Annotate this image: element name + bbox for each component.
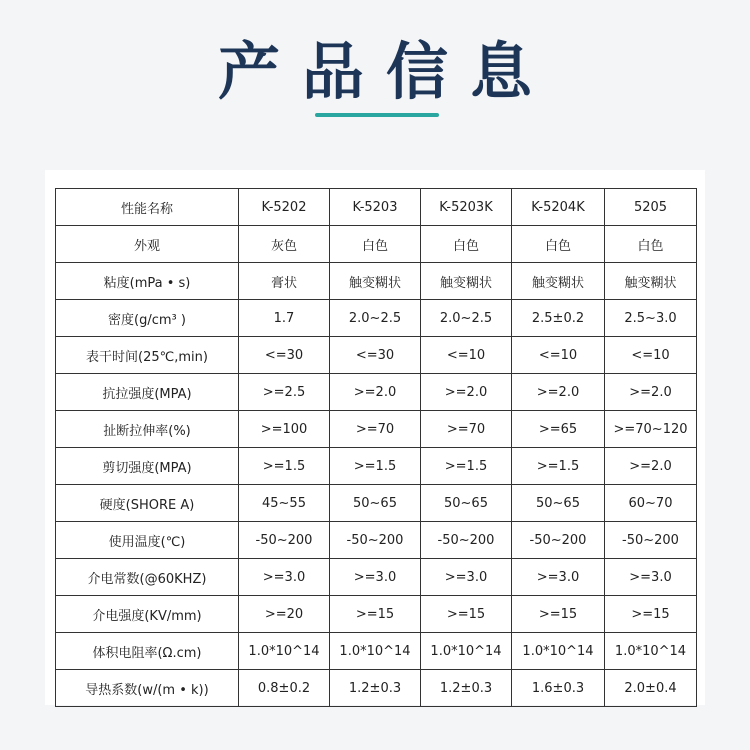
header-cell: K-5204K [512,189,605,226]
table-cell: -50~200 [239,522,330,559]
table-row [56,596,697,633]
table-cell: 白色 [330,226,421,263]
table-cell: >=2.0 [421,374,512,411]
table-cell: 2.0~2.5 [421,300,512,337]
header-cell: K-5203 [330,189,421,226]
table-cell: >=100 [239,411,330,448]
header-cell: 性能名称 [56,189,239,226]
table-cell: >=2.0 [512,374,605,411]
table-cell: 1.0*10^14 [421,633,512,670]
table-cell: >=2.0 [605,374,697,411]
table-cell: 触变糊状 [512,263,605,300]
table-row [56,374,697,411]
table-cell: -50~200 [512,522,605,559]
table-cell: 50~65 [421,485,512,522]
table-row [56,485,697,522]
table-row [56,448,697,485]
table-cell: >=3.0 [512,559,605,596]
table-cell: >=1.5 [330,448,421,485]
table-cell: 白色 [421,226,512,263]
page-title: 产品信息 [217,35,554,108]
table-cell: >=15 [605,596,697,633]
table-cell: >=3.0 [421,559,512,596]
table-cell: -50~200 [605,522,697,559]
table-header-row [56,189,697,226]
table-cell: 50~65 [330,485,421,522]
property-name-cell: 体积电阻率(Ω.cm) [56,633,239,670]
table-cell: 灰色 [239,226,330,263]
table-cell: 1.0*10^14 [330,633,421,670]
property-name-cell: 剪切强度(MPA) [56,448,239,485]
property-name-cell: 导热系数(w/(m • k)) [56,670,239,707]
table-cell: 触变糊状 [421,263,512,300]
table-row [56,411,697,448]
table-cell: <=10 [512,337,605,374]
table-cell: <=30 [330,337,421,374]
table-cell: 50~65 [512,485,605,522]
table-row [56,670,697,707]
table-row [56,300,697,337]
property-name-cell: 抗拉强度(MPA) [56,374,239,411]
table-cell: >=3.0 [239,559,330,596]
table-cell: 触变糊状 [330,263,421,300]
table-row [56,337,697,374]
table-row [56,633,697,670]
table-cell: 2.5±0.2 [512,300,605,337]
property-name-cell: 介电常数(@60KHZ) [56,559,239,596]
table-cell: >=15 [330,596,421,633]
table-cell: 2.0±0.4 [605,670,697,707]
table-cell: 膏状 [239,263,330,300]
table-cell: >=2.0 [330,374,421,411]
table-cell: 1.6±0.3 [512,670,605,707]
table-cell: 2.0~2.5 [330,300,421,337]
property-name-cell: 表干时间(25℃,min) [56,337,239,374]
spec-table-card [45,170,705,705]
table-cell: >=3.0 [605,559,697,596]
table-cell: 1.7 [239,300,330,337]
table-cell: 45~55 [239,485,330,522]
table-row [56,263,697,300]
table-cell: -50~200 [330,522,421,559]
table-cell: >=70~120 [605,411,697,448]
table-cell: 白色 [512,226,605,263]
header-cell: K-5202 [239,189,330,226]
table-row [56,559,697,596]
property-name-cell: 硬度(SHORE A) [56,485,239,522]
table-cell: <=10 [421,337,512,374]
table-cell: >=65 [512,411,605,448]
table-cell: >=1.5 [421,448,512,485]
table-cell: >=1.5 [512,448,605,485]
property-name-cell: 扯断拉伸率(%) [56,411,239,448]
header-cell: 5205 [605,189,697,226]
table-cell: 白色 [605,226,697,263]
table-cell: >=15 [512,596,605,633]
table-cell: >=2.0 [605,448,697,485]
table-row [56,226,697,263]
table-cell: >=2.5 [239,374,330,411]
table-cell: >=70 [421,411,512,448]
table-cell: 1.0*10^14 [605,633,697,670]
table-cell: 1.2±0.3 [421,670,512,707]
table-row [56,522,697,559]
table-cell: >=70 [330,411,421,448]
header-cell: K-5203K [421,189,512,226]
table-cell: >=20 [239,596,330,633]
title-underline [315,113,439,117]
property-name-cell: 粘度(mPa • s) [56,263,239,300]
table-cell: 1.0*10^14 [239,633,330,670]
property-name-cell: 外观 [56,226,239,263]
table-cell: 1.0*10^14 [512,633,605,670]
table-cell: >=1.5 [239,448,330,485]
table-cell: -50~200 [421,522,512,559]
table-cell: 0.8±0.2 [239,670,330,707]
table-cell: 60~70 [605,485,697,522]
table-cell: 触变糊状 [605,263,697,300]
spec-table [55,188,697,707]
table-cell: <=30 [239,337,330,374]
table-cell: 1.2±0.3 [330,670,421,707]
table-cell: 2.5~3.0 [605,300,697,337]
table-cell: <=10 [605,337,697,374]
property-name-cell: 介电强度(KV/mm) [56,596,239,633]
property-name-cell: 密度(g/cm³ ) [56,300,239,337]
property-name-cell: 使用温度(℃) [56,522,239,559]
table-cell: >=3.0 [330,559,421,596]
table-cell: >=15 [421,596,512,633]
